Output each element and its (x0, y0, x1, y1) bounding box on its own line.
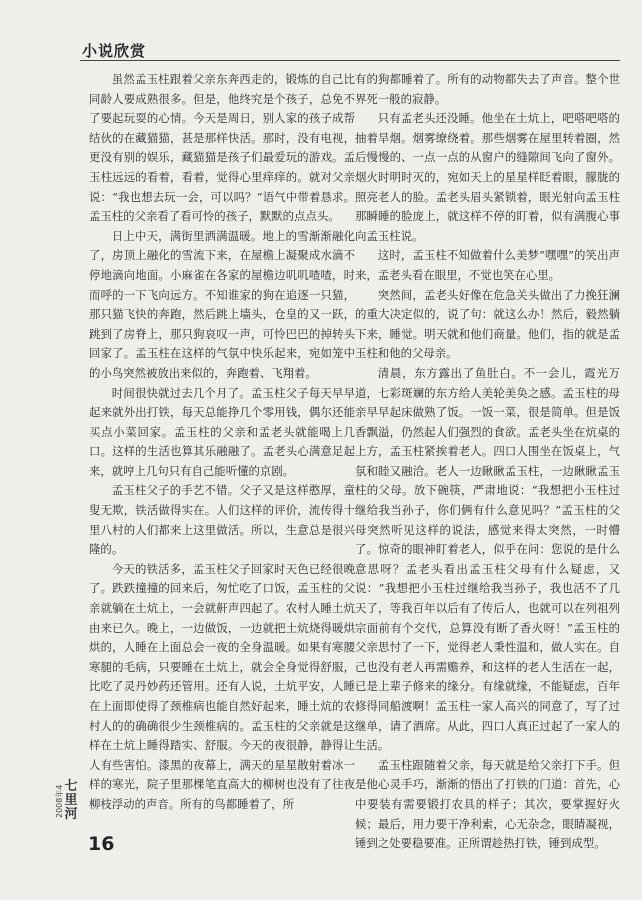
paragraph-continued: 有的狗都睡着了。所有的动物都失去了声音。整个世界死一般的寂静。 (355, 72, 620, 106)
issue-label: 2008年4 (55, 784, 64, 818)
magazine-name-vertical: 七里河 (64, 779, 78, 822)
left-text-column (89, 70, 355, 860)
paragraph: 虽然孟玉柱跟着父亲东奔西走的，锻炼的自己比同龄人要成熟很多。但是，他终究是个孩子，总免不了要起玩耍的心情。今天是周日，别人家的孩子成帮结伙的在藏猫猫，甚是那样快活。那时，没有电视，更没有别的娱乐，藏猫猫是孩子们最爱玩的游戏。孟玉柱远远的看着，看着，觉得心里痒痒的。就对父亲说：“我也想去玩一会，可以吗？”语气中带着恳求。孟玉柱的父亲看了看可怜的孩子，默默的点点头。 (89, 72, 355, 224)
paragraph: 孟玉柱跟随着父亲，每天就是给父亲打下手。但是他心灵手巧，渐渐的悟出了打铁的门道：首先，心中要装有需要锻打农具的样子；其次，要掌握好火候；最后，用力要干净利索，心无杂念，眼睛凝视，锤到之处要稳要准。正所谓趁热打铁，锤到成型。 (355, 757, 620, 851)
paragraph: 突然间，孟老头好像在危急关头做出了力挽狂澜的重大决定似的，说了句：就这么办！然后，毅然躺下来，睡觉。明天就和他们商量。他们，指的就是孟玉柱和他的父母亲。 (355, 287, 620, 361)
paragraph: 时间很快就过去几个月了。孟玉柱父子每天早早起来就外出打铁，每天总能挣几个零用钱，偶尔还能买点小菜回家。孟玉柱的父亲和孟老头就能喝上几口。这样的生活也算其乐融融了。孟老头心满意足起来，就哼上几句只有自己能听懂的京剧。 (89, 385, 355, 478)
paragraph: 清晨，东方露出了鱼肚白。不一会儿，霞光万道，七彩斑斓的东方给人美轮美奂之感。孟玉柱的母亲早早起床做熟了饭。一饭一菜，很是简单。但是饭香飘溢，仍然起人们强烈的食欲。孟老头坐在炕桌的上方，孟玉柱紧挨着老人。四口人围坐在饭桌上，气氛和睦又融洽。老人一边瞅瞅孟玉柱，一边瞅瞅孟玉柱的父母。放下碗筷，严肃地说：“我想把小玉柱过继给我当孙子，你们俩有什么意见吗？”孟玉柱的父母突然听见这样的说法，感觉来得太突然，一时懵了。惊奇的眼神盯着老人，似乎在问：您说的是什么意思呀？孟老头看出孟玉柱父母有什么疑虑，又说：“我想把小玉柱过继给我当孙子，我也活不了几天了，等我百年以后有了传后人，也就可以在列祖列宗面前有个交代，总算没有断了香火呀！”孟玉柱的父亲思忖了一下，觉得老人秉性温和，做人实在。自己也没有老人再需赡养，和这样的老人生活在一起，已是上辈子修来的缘分。有缘就缘，不能疑虑，百年修得同船渡啊！孟玉柱一家人高兴的同意了，写了过继单，请了酒席。从此，四口人真正过起了一家人的生活。 (355, 365, 620, 753)
header-divider (80, 60, 620, 61)
paragraph: 孟玉柱父子的手艺不错。父子又是这样憨厚，童叟无欺，铁活做得实在。人们这样的评价，流传得十里八村的人们都来上这里做活。所以，生意总是很兴隆的。 (89, 483, 355, 557)
paragraph: 这时，孟玉柱不知做着什么美梦“嘿嘿”的笑出声来，孟老头看在眼里，不觉也笑在心里。 (355, 248, 620, 282)
paragraph: 只有孟老头还没睡。他坐在土炕上，吧嗒吧嗒的抽着旱烟。烟雾缭绕着。那些烟雾在屋里转着圈，然后慢慢的、一点一点的从窗户的缝隙间飞向了窗外。烟火时明时灭的，宛如天上的星星样眨着眼，朦胧的照亮老人的脸。孟老头眉头紧锁着，眼光射向孟玉柱那瞬睡的脸庞上，就这样不停的盯着，似有满腹心事向孟玉柱说。 (355, 111, 620, 243)
section-title: 小说欣赏 (82, 42, 147, 60)
paragraph: 今天的铁活多，孟玉柱父子回家时天色已经很晚了。跌跌撞撞的回来后，匆忙吃了口饭，孟玉柱的父亲就躺在土炕上，一会就鼾声四起了。农村人睡土炕由来已久。晚上，一边做饭，一边就把土炕烧得暖烘烘的，人睡在上面总会一夜的全身温暖。如果有寒腰寒腿的毛病，只要睡在土炕上，就会全身觉得舒服，比吃了灵丹妙药还管用。还有人说，土炕平安，人睡在上面即使得了颈椎病也能自然好起来，睡土炕的农村人的的确确很少生颈椎病的。孟玉柱的父亲就是这样在土炕上睡得踏实、舒服。今天的夜很静，静得让人有些害怕。漆黑的夜幕上，满天的星星散射着冰一样的寒光，院子里那棵笔直高大的柳树也没有了往夜柳枝浮动的声音。所有的鸟都睡着了，所 (89, 561, 355, 811)
page-number: 16 (88, 833, 115, 855)
paragraph: 日上中天，满街里洒满温暖。地上的雪渐渐融化了，房顶上融化的雪流下来，在屋檐上凝聚成水滴不停地滴向地面。小麻雀在各家的屋檐边叽叽喳喳，时而呼的一下飞向远方。不知谁家的狗在追逐一只猫，那只猫飞快的奔跑，然后跳上墙头，仓皇的又一跃，跳到了房脊上，那只狗哀叹一声，可怜巴巴的掉转头回家了。孟玉柱在这样的气氛中快乐起来，宛如笼中的小鸟突然被放出来似的，奔跑着、飞翔着。 (89, 228, 355, 380)
right-text-column (355, 70, 620, 860)
